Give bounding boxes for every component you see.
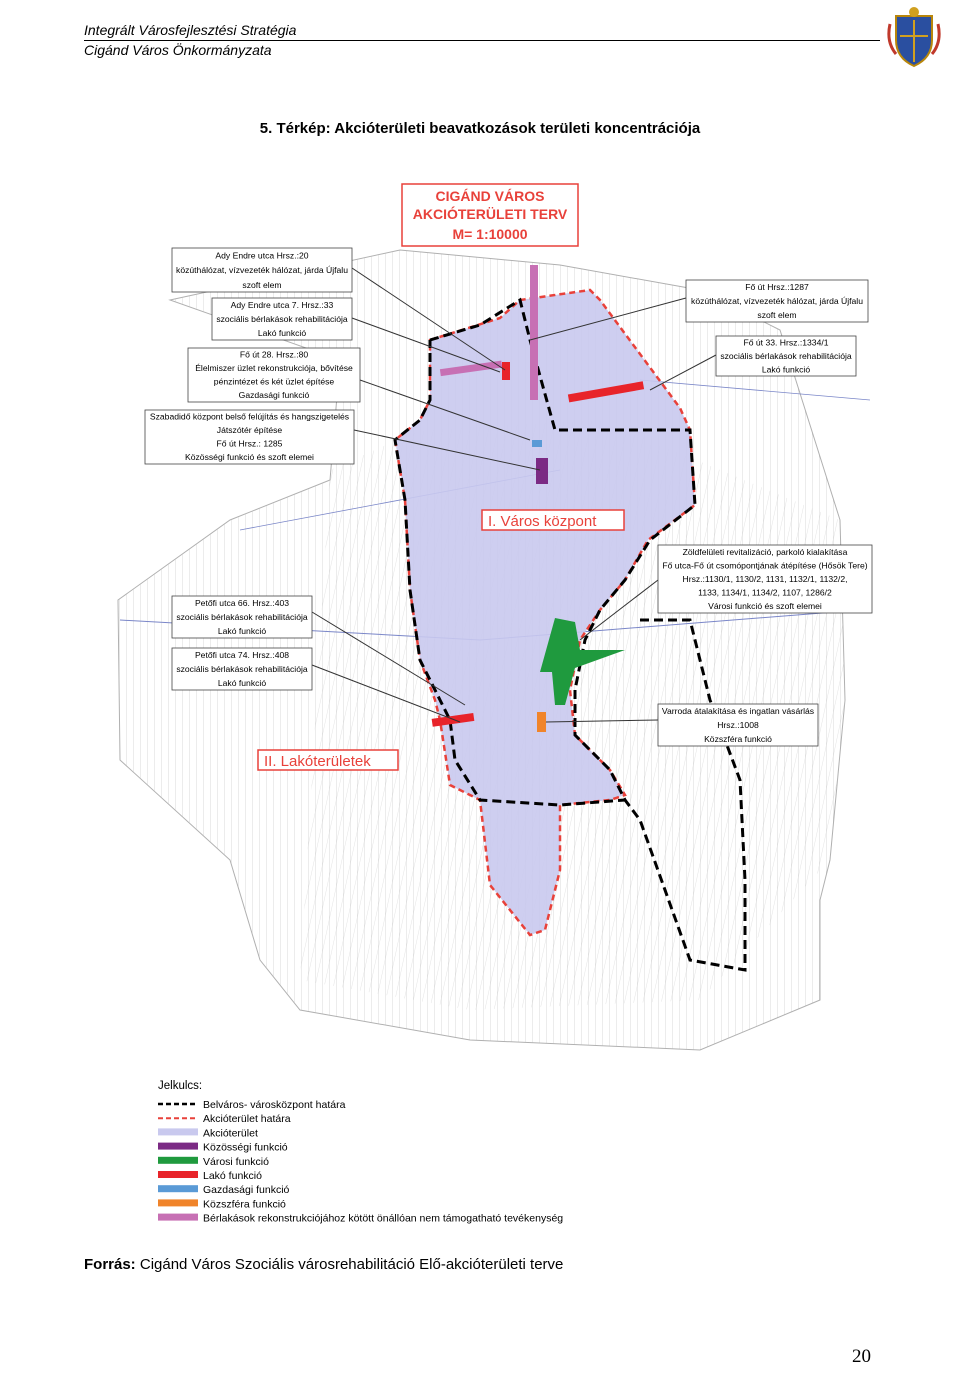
callout-text: Játszótér építése — [216, 425, 283, 436]
legend-swatch — [158, 1185, 198, 1192]
map-legend — [158, 1080, 563, 1225]
legend-label: Közösségi funkció — [203, 1141, 288, 1154]
header-municipality: Cigánd Város Önkormányzata — [84, 42, 272, 58]
svg-text:I. Város központ: I. Város központ — [488, 513, 597, 530]
header-strategy-title: Integrált Városfejlesztési Stratégia — [84, 22, 297, 38]
legend-item — [158, 1099, 346, 1111]
callout-text: Élelmiszer üzlet rekonstrukciója, bővítése — [195, 363, 353, 374]
economic-patch-fo28 — [532, 440, 542, 447]
callout-text: Lakó funkció — [761, 364, 811, 375]
community-patch-1285 — [536, 458, 548, 484]
callout-box-10 — [658, 704, 818, 746]
callout-text: Fő út Hrsz.: 1285 — [216, 438, 283, 449]
legend-item — [158, 1170, 262, 1182]
legend-label: Bérlakások rekonstrukciójához kötött önállóan nem támogatható tevékenység — [203, 1212, 564, 1225]
callout-text: Lakó funkció — [217, 626, 267, 637]
callout-box-3 — [188, 348, 360, 402]
legend-title: Jelkulcs: — [158, 1080, 203, 1092]
legend-swatch — [158, 1157, 198, 1164]
callout-text: Fő út 28. Hrsz.:80 — [239, 349, 309, 360]
callout-text: Lakó funkció — [257, 328, 307, 339]
legend-swatch — [158, 1143, 198, 1150]
legend-item — [158, 1127, 258, 1139]
legend-item — [158, 1198, 286, 1210]
callout-text: Közszféra funkció — [704, 734, 772, 745]
legend-swatch — [158, 1214, 198, 1221]
callout-text: szociális bérlakások rehabilitációja — [216, 314, 348, 325]
plan-title-line2: AKCIÓTERÜLETI TERV — [412, 206, 568, 222]
legend-label: Gazdasági funkció — [203, 1184, 290, 1197]
callout-text: Közösségi funkció és szoft elemei — [185, 452, 314, 463]
plan-scale: M= 1:10000 — [452, 226, 528, 242]
legend-label: Lakó funkció — [203, 1170, 262, 1182]
callout-box-9 — [172, 648, 312, 690]
callout-text: szociális bérlakások rehabilitációja — [720, 350, 852, 361]
callout-box-8 — [172, 596, 312, 638]
legend-swatch — [158, 1128, 198, 1135]
callout-text: Szabadidő központ belső felújítás és hangszigetelés — [149, 411, 350, 422]
callout-box-4 — [145, 410, 354, 464]
callout-text: szociális bérlakások rehabilitációja — [176, 612, 308, 623]
zone-label-center — [482, 510, 624, 530]
callout-text: Gazdasági funkció — [238, 390, 310, 401]
callout-text: Ady Endre utca 7. Hrsz.:33 — [230, 300, 334, 311]
legend-item — [158, 1184, 290, 1196]
callout-text: Zöldfelületi revitalizáció, parkoló kialakítása — [682, 546, 848, 557]
residential-patch-ady7 — [502, 362, 510, 380]
source-note — [84, 1256, 563, 1273]
callout-box-1 — [172, 248, 352, 292]
callout-text: Hrsz.:1008 — [717, 720, 759, 731]
callout-text: közúthálózat, vízvezeték hálózat, járda Újfalu — [176, 265, 348, 276]
callout-text: Varroda átalakítása és ingatlan vásárlás — [661, 706, 815, 717]
callout-text: pénzintézet és két üzlet építése — [213, 376, 335, 387]
callout-text: szociális bérlakások rehabilitációja — [176, 664, 308, 675]
callout-text: Fő út 33. Hrsz.:1334/1 — [743, 337, 829, 348]
szoft-element-road-fo — [530, 265, 538, 400]
callout-text: Városi funkció és szoft elemei — [708, 601, 822, 612]
legend-label: Akcióterület határa — [203, 1113, 291, 1126]
legend-swatch — [158, 1199, 198, 1206]
legend-label: Akcióterület — [203, 1127, 258, 1140]
legend-item — [158, 1113, 291, 1125]
callout-box-5 — [686, 280, 868, 322]
callout-box-2 — [212, 298, 352, 340]
callout-text: 1133, 1134/1, 1134/2, 1107, 1286/2 — [698, 587, 832, 598]
legend-item — [158, 1156, 269, 1168]
callout-text: közúthálózat, vízvezeték hálózat, járda Újfalu — [691, 296, 863, 307]
callout-text: Hrsz.:1130/1, 1130/2, 1131, 1132/1, 1132/2, — [682, 573, 848, 584]
callout-text: Fő utca-Fő út csomópontjának átépítése (Hősök Tere) — [662, 560, 868, 571]
legend-item — [158, 1213, 563, 1225]
callout-box-7 — [658, 545, 872, 613]
callout-text: Petőfi utca 74. Hrsz.:408 — [194, 650, 290, 661]
plan-title-line1: CIGÁND VÁROS — [435, 188, 545, 204]
legend-item — [158, 1142, 288, 1154]
legend-label: Városi funkció — [203, 1155, 269, 1168]
public-sector-patch-1008 — [537, 712, 546, 732]
callout-text: Fő út Hrsz.:1287 — [745, 282, 809, 293]
legend-label: Belváros- városközpont határa — [203, 1099, 346, 1111]
map-title: 5. Térkép: Akcióterületi beavatkozások területi koncentrációja — [259, 120, 701, 137]
callout-box-6 — [716, 336, 856, 376]
source-text: Cigánd Város Szociális városrehabilitáció Elő-akcióterületi terve — [135, 1256, 564, 1273]
callout-text: szoft elem — [242, 279, 282, 290]
plan-title-box — [402, 184, 578, 246]
page-number: 20 — [852, 1346, 871, 1367]
callout-text: Petőfi utca 66. Hrsz.:403 — [194, 598, 290, 609]
legend-swatch — [158, 1171, 198, 1178]
zone-label-residential — [258, 750, 398, 770]
legend-label: Közszféra funkció — [203, 1198, 286, 1211]
source-label: Forrás: — [84, 1256, 136, 1273]
callout-text: Lakó funkció — [217, 678, 267, 689]
svg-text:II. Lakóterületek: II. Lakóterületek — [264, 753, 371, 770]
callout-text: szoft elem — [757, 310, 797, 321]
callout-text: Ady Endre utca Hrsz.:20 — [215, 250, 309, 261]
